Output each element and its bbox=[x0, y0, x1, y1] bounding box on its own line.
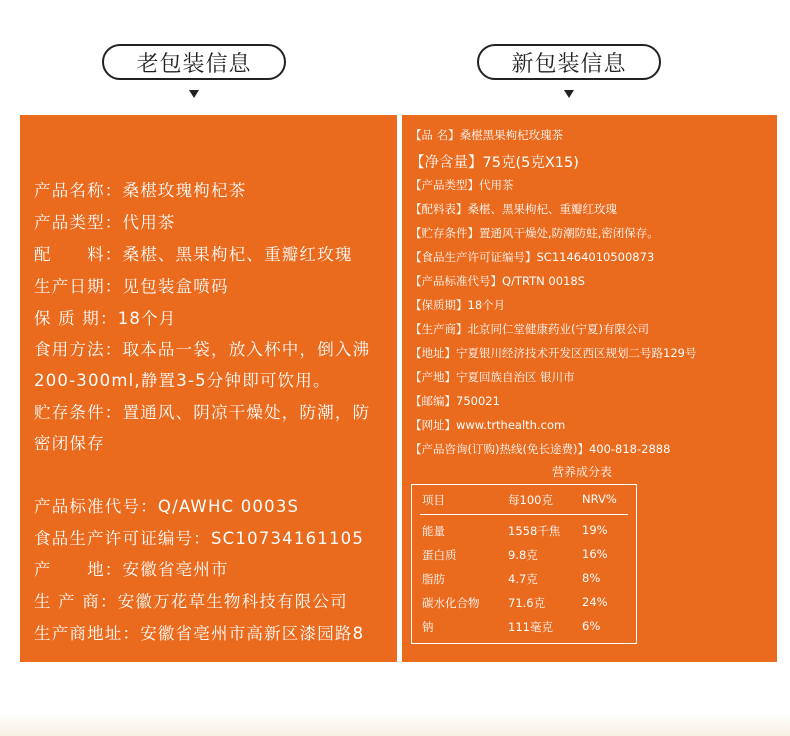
table-row bbox=[412, 616, 638, 638]
old-info-line: 产品标准代号：Q/AWHC 0003S bbox=[34, 497, 300, 516]
nutrition-header-nrv: NRV% bbox=[582, 492, 617, 506]
new-info-line: 【地址】宁夏银川经济技术开发区西区规划二号路129号 bbox=[410, 346, 697, 360]
table-row bbox=[412, 520, 638, 542]
nutrient-nrv: 24% bbox=[582, 595, 608, 609]
nutrition-table bbox=[411, 484, 637, 644]
old-info-line: 产品类型：代用茶 bbox=[34, 213, 176, 232]
old-info-line: 贮存条件：置通风、阴凉干燥处，防潮，防 bbox=[34, 403, 371, 422]
new-info-line: 【净含量】75克(5克X15) bbox=[410, 155, 579, 171]
nutrition-header-item: 项目 bbox=[422, 493, 445, 507]
down-arrow-icon bbox=[189, 90, 199, 98]
new-info-line: 【食品生产许可证编号】SC11464010500873 bbox=[410, 250, 655, 264]
old-info-line: 食品生产许可证编号：SC10734161105 bbox=[34, 529, 365, 548]
down-arrow-icon bbox=[564, 90, 574, 98]
old-info-line: 生产商地址：安徽省亳州市高新区漆园路8 bbox=[34, 624, 365, 643]
new-info-line: 【产地】宁夏回族自治区 银川市 bbox=[410, 370, 575, 384]
old-info-line: 生 产 商：安徽万花草生物科技有限公司 bbox=[34, 592, 348, 611]
nutrient-amount: 9.8克 bbox=[508, 548, 538, 562]
nutrient-nrv: 6% bbox=[582, 619, 601, 633]
nutrient-name: 碳水化合物 bbox=[422, 596, 480, 610]
nutrient-amount: 71.6克 bbox=[508, 596, 546, 610]
old-package-panel bbox=[20, 115, 397, 662]
nutrient-name: 蛋白质 bbox=[422, 548, 457, 562]
nutrient-name: 钠 bbox=[422, 620, 434, 634]
nutrition-divider bbox=[420, 514, 628, 515]
old-package-label: 老包装信息 bbox=[102, 44, 286, 80]
table-row bbox=[412, 568, 638, 590]
old-info-line: 保 质 期：18个月 bbox=[34, 309, 177, 328]
old-info-line: 200-300ml,静置3-5分钟即可饮用。 bbox=[34, 371, 331, 390]
new-info-line: 【产品类型】代用茶 bbox=[410, 178, 514, 192]
new-info-line: 【邮编】750021 bbox=[410, 394, 500, 408]
old-info-line: 食用方法：取本品一袋，放入杯中，倒入沸 bbox=[34, 340, 371, 359]
nutrient-name: 能量 bbox=[422, 524, 445, 538]
new-info-line: 【生产商】北京同仁堂健康药业(宁夏)有限公司 bbox=[410, 322, 649, 336]
new-info-line: 【产品标准代号】Q/TRTN 0018S bbox=[410, 274, 585, 288]
old-info-line: 生产日期：见包装盒喷码 bbox=[34, 277, 229, 296]
nutrient-amount: 1558千焦 bbox=[508, 524, 561, 538]
nutrition-header-row bbox=[412, 489, 638, 511]
nutrient-nrv: 8% bbox=[582, 571, 601, 585]
nutrient-name: 脂肪 bbox=[422, 572, 445, 586]
new-info-line: 【配料表】桑椹、黑果枸杞、重瓣红玫瑰 bbox=[410, 202, 617, 216]
new-info-line: 【品 名】桑椹黑果枸杞玫瑰茶 bbox=[410, 128, 564, 142]
new-package-panel bbox=[402, 115, 777, 662]
old-info-line: 产 地：安徽省亳州市 bbox=[34, 560, 229, 579]
nutrition-header-per100g: 每100克 bbox=[508, 493, 553, 507]
new-package-label: 新包装信息 bbox=[477, 44, 661, 80]
nutrient-nrv: 19% bbox=[582, 523, 608, 537]
nutrition-table-title: 营养成分表 bbox=[551, 465, 612, 479]
bottom-band bbox=[0, 714, 790, 736]
nutrient-nrv: 16% bbox=[582, 547, 608, 561]
new-info-line: 【网址】www.trthealth.com bbox=[410, 418, 566, 432]
nutrient-amount: 4.7克 bbox=[508, 572, 538, 586]
old-info-line: 密闭保存 bbox=[34, 434, 105, 453]
new-info-line: 【贮存条件】置通风干燥处,防潮防蛀,密闭保存。 bbox=[410, 226, 659, 240]
old-info-line: 产品名称：桑椹玫瑰枸杞茶 bbox=[34, 181, 247, 200]
old-info-line: 配 料：桑椹、黑果枸杞、重瓣红玫瑰 bbox=[34, 245, 353, 264]
table-row bbox=[412, 544, 638, 566]
new-info-line: 【产品咨询(订购)热线(免长途费)】400-818-2888 bbox=[410, 442, 671, 456]
nutrient-amount: 111毫克 bbox=[508, 620, 553, 634]
table-row bbox=[412, 592, 638, 614]
new-info-line: 【保质期】18个月 bbox=[410, 298, 506, 312]
